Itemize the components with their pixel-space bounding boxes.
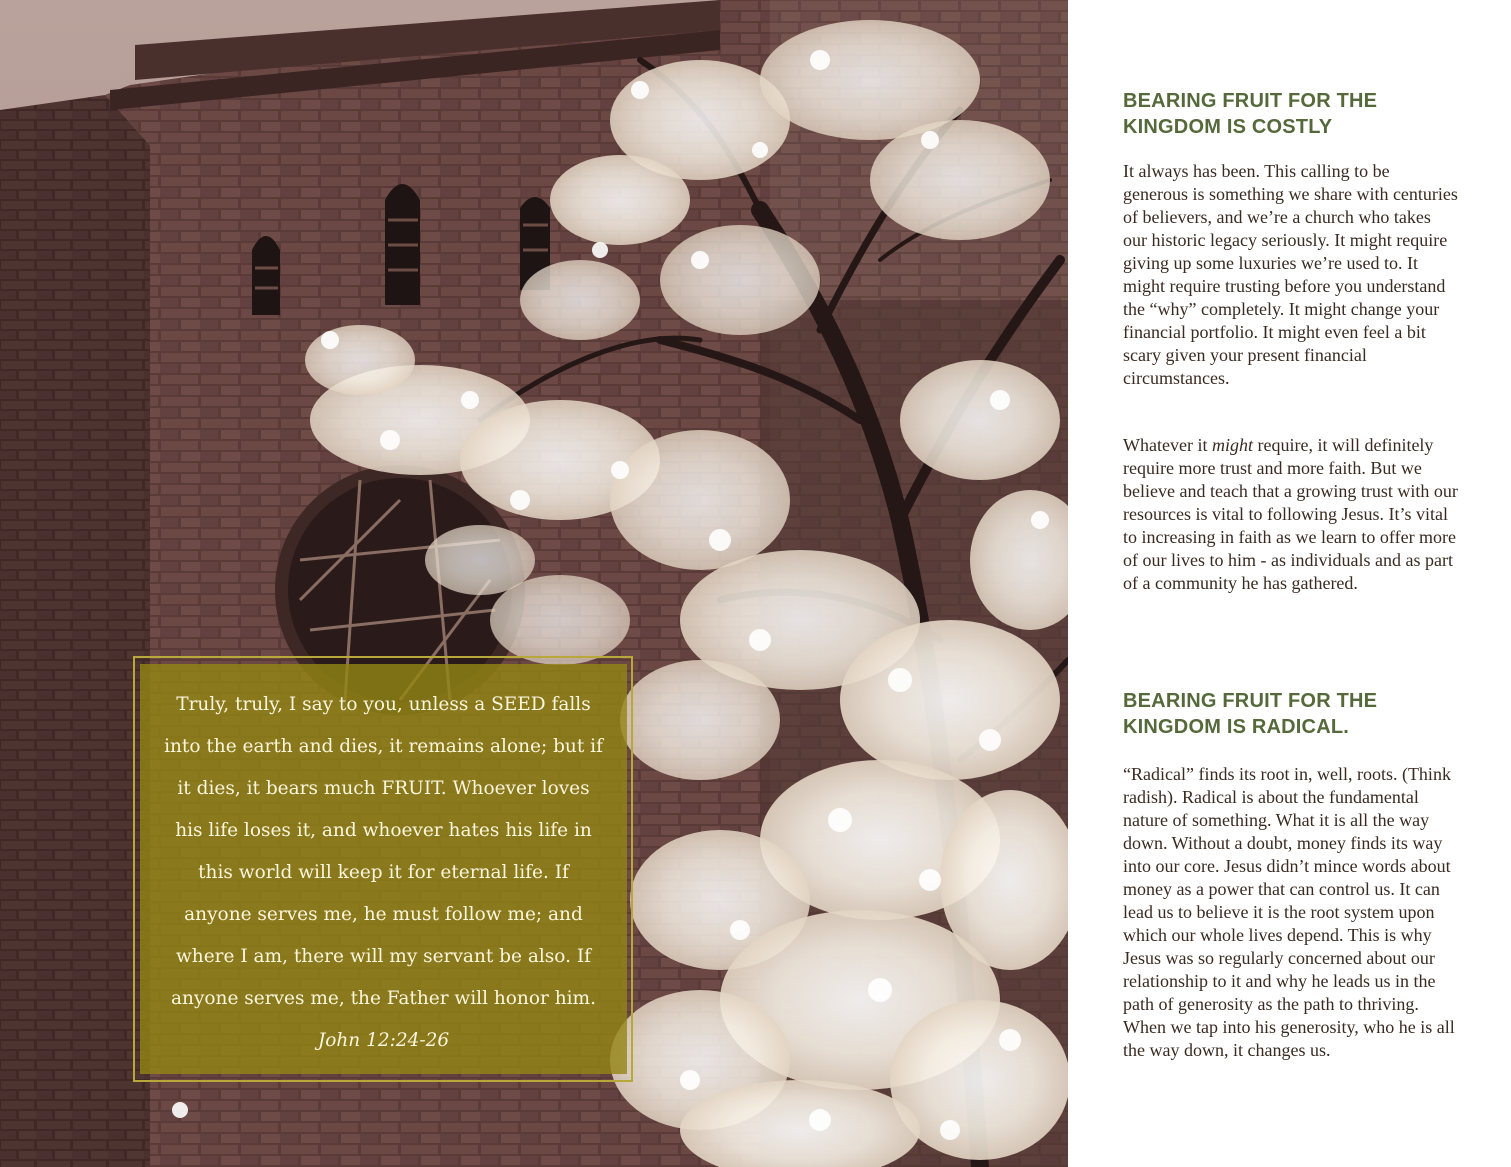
costly-paragraph-2 <box>1123 434 1458 595</box>
scripture-citation: John 12:24-26 <box>317 1030 450 1051</box>
costly-paragraph-1: It always has been. This calling to be generous is something we share with centuries of believers, and we’re a church who takes our historic legacy seriously. It might require giving up some luxuries we’re used to. It might require trusting before you understand the “why” completely. It might change your financial portfolio. It might even feel a bit scary given your present financial circumstances. <box>1123 161 1458 388</box>
scripture-quote-text: Truly, truly, I say to you, unless a SEED falls into the earth and dies, it remains alone; but if it dies, it bears much FRUIT. Whoever loves his life loses it, and whoever hates his life in this world will keep it for eternal life. If anyone serves me, he must follow me; and where I am, there will my servant be also. If anyone serves me, the Father will honor him. <box>164 694 603 1009</box>
heading-radical: BEARING FRUIT FOR THE KINGDOM IS RADICAL. <box>1123 690 1378 738</box>
emphasis-might: might <box>1211 435 1253 455</box>
heading-costly: BEARING FRUIT FOR THE KINGDOM IS COSTLY <box>1123 90 1378 138</box>
scripture-quote-box <box>140 664 627 1074</box>
costly-paragraph-2-end: require, it will definitely require more trust and more faith. But we believe and teach that a growing trust with our resources is vital to following Jesus. It’s vital to increasing in faith as we learn to offer more of our lives to him - as individuals and as part of a community he has gathered. <box>1123 435 1458 593</box>
costly-paragraph-2-start: Whatever it <box>1123 435 1212 455</box>
radical-paragraph-1: “Radical” finds its root in, well, roots. (Think radish). Radical is about the fundamental nature of something. What it is all the way down. Without a doubt, money finds its way into our core. Jesus didn’t mince words about money as a power that can control us. It can lead us to believe it is the root system upon which our whole lives depend. This is why Jesus was so regularly concerned about our relationship to it and why he leads us in the path of generosity as the path to thriving. When we tap into his generosity, who he is all the way down, it changes us. <box>1123 764 1455 1060</box>
